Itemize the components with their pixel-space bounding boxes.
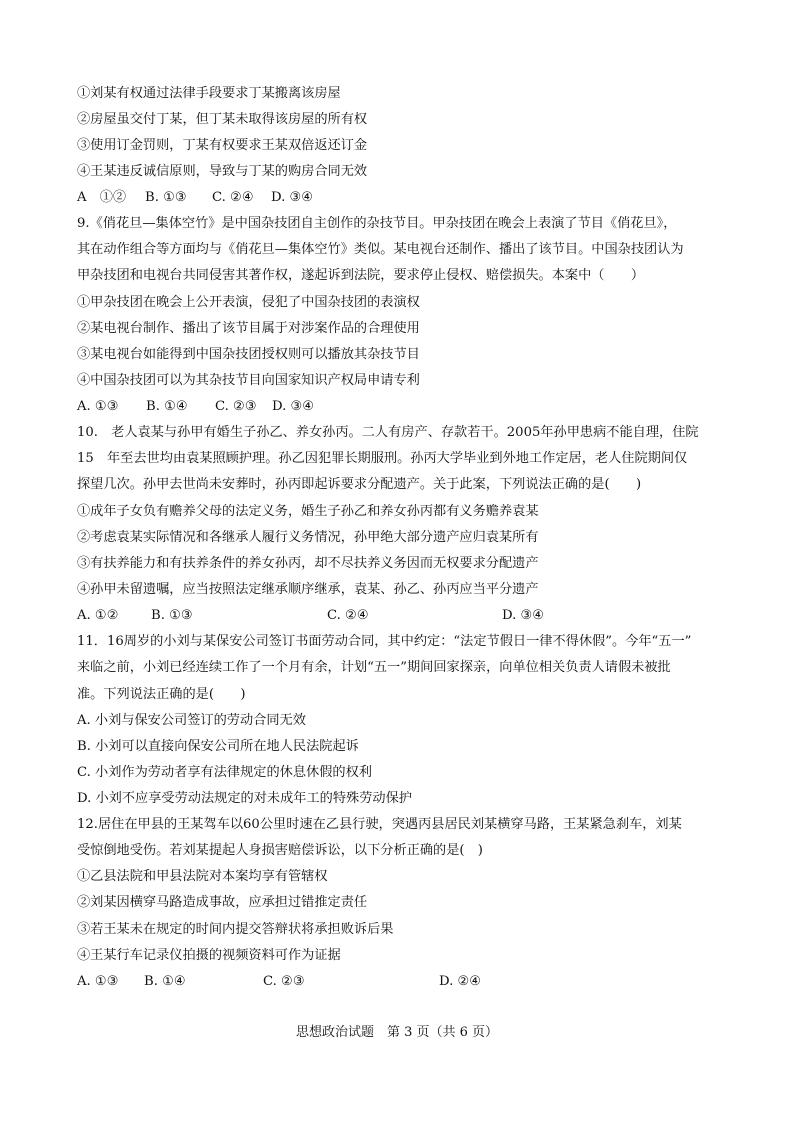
q9-option-a: A. ①③ — [77, 399, 119, 414]
q10-item-1: ①成年子女负有赡养父母的法定义务，婚生子孙乙和养女孙丙都有义务赡养袁某 — [77, 504, 539, 519]
q9-stem-line-1: 9.《俏花旦—集体空竹》是中国杂技团自主创作的杂技节目。甲杂技团在晚会上表演了节目《俏花旦》， — [77, 216, 677, 231]
q10-item-3: ③有扶养能力和有扶养条件的养女孙丙，却不尽扶养义务因而无权要求分配遗产 — [77, 556, 539, 571]
q12-stem-line-1: 12.居住在甲县的王某驾车以60公里时速在乙县行驶，突遇丙县居民刘某横穿马路，王某紧急刹车，刘某 — [77, 817, 682, 832]
q12-stem-line-2: 受惊倒地受伤。若刘某提起人身损害赔偿诉讼，以下分析正确的是( ) — [77, 843, 483, 858]
q8-item-1: ①刘某有权通过法律手段要求丁某搬离该房屋 — [77, 86, 341, 101]
q12-option-c: C. ②③ — [263, 974, 305, 989]
q9-option-c: C. ②③ — [215, 399, 257, 414]
q10-option-c: C. ②④ — [327, 608, 369, 623]
q8-item-4: ④王某违反诚信原则，导致与丁某的购房合同无效 — [77, 164, 368, 179]
q10-item-2: ②考虑袁某实际情况和各继承人履行义务情况，孙甲绝大部分遗产应归袁某所有 — [77, 530, 539, 545]
q12-item-3: ③若王某未在规定的时间内提交答辩状将承担败诉后果 — [77, 922, 394, 937]
q8-options — [77, 189, 734, 207]
q8-item-2: ②房屋虽交付丁某，但丁某未取得该房屋的所有权 — [77, 112, 368, 127]
q10-stem-line-3: 探望几次。孙甲去世尚未安葬时，孙丙即起诉要求分配遗产。关于此案，下列说法正确的是( ) — [77, 477, 642, 492]
q10-option-b: B. ①③ — [151, 608, 193, 623]
q9-item-4: ④中国杂技团可以为其杂技节目向国家知识产权局申请专利 — [77, 373, 420, 388]
q12-item-4: ④王某行车记录仪拍摄的视频资料可作为证据 — [77, 948, 341, 963]
q8-option-c: C. ②④ — [212, 190, 254, 205]
q9-stem-line-2: 其在动作组合等方面均与《俏花旦—集体空竹》类似。某电视台还制作、播出了该节目。中国杂技团认为 — [77, 242, 684, 257]
page-footer: 思想政治试题 第 3 页（共 6 页） — [295, 1025, 499, 1040]
q11-option-d: D. 小刘不应享受劳动法规定的对未成年工的特殊劳动保护 — [77, 791, 412, 806]
q9-item-3: ③某电视台如能得到中国杂技团授权则可以播放其杂技节目 — [77, 347, 420, 362]
q8-option-b: B. ①③ — [145, 190, 187, 205]
q10-option-d: D. ③④ — [502, 608, 545, 623]
q11-option-a: A. 小刘与保安公司签订的劳动合同无效 — [77, 713, 306, 728]
q12-option-d: D. ②④ — [439, 974, 482, 989]
q9-option-d: D. ③④ — [272, 399, 315, 414]
q8-option-a: A ①② — [77, 190, 127, 205]
q11-option-c: C. 小刘作为劳动者享有法律规定的休息休假的权利 — [77, 765, 372, 780]
q12-option-b: B. ①④ — [144, 974, 186, 989]
q11-option-b: B. 小刘可以直接向保安公司所在地人民法院起诉 — [77, 739, 359, 754]
q8-item-3: ③使用订金罚则，丁某有权要求王某双倍返还订金 — [77, 138, 368, 153]
q12-item-2: ②刘某因横穿马路造成事故，应承担过错推定责任 — [77, 895, 368, 910]
q10-stem-line-2: 15 年至去世均由袁某照顾护理。孙乙因犯罪长期服刑。孙丙大学毕业到外地工作定居，老人住院期间仅 — [77, 451, 688, 466]
q10-stem-line-1: 10. 老人袁某与孙甲有婚生子孙乙、养女孙丙。二人有房产、存款若干。2005年孙甲患病不能自理，住院 — [77, 425, 699, 440]
q9-item-2: ②某电视台制作、播出了该节目属于对涉案作品的合理使用 — [77, 321, 420, 336]
q11-stem-line-1: 11．16周岁的小刘与某保安公司签订书面劳动合同，其中约定：“法定节假日一律不得休假”。今年“五一” — [77, 634, 692, 649]
q9-item-1: ①甲杂技团在晚会上公开表演，侵犯了中国杂技团的表演权 — [77, 295, 420, 310]
q9-option-b: B. ①④ — [146, 399, 188, 414]
q9-stem-line-3: 甲杂技团和电视台共同侵害其著作权，遂起诉到法院，要求停止侵权、赔偿损失。本案中（ ） — [77, 268, 645, 283]
q9-options — [77, 398, 734, 416]
q12-item-1: ①乙县法院和甲县法院对本案均享有管辖权 — [77, 869, 328, 884]
q10-option-a: A. ①② — [77, 608, 119, 623]
q12-option-a: A. ①③ — [77, 974, 119, 989]
q11-stem-line-3: 准。下列说法正确的是( ) — [77, 687, 246, 702]
q12-options — [77, 973, 734, 991]
q11-stem-line-2: 来临之前，小刘已经连续工作了一个月有余，计划“五一”期间回家探亲，向单位相关负责人请假未被批 — [77, 660, 671, 675]
q10-options — [77, 607, 734, 625]
q8-option-d: D. ③④ — [271, 190, 314, 205]
q10-item-4: ④孙甲未留遗嘱，应当按照法定继承顺序继承，袁某、孙乙、孙丙应当平分遗产 — [77, 582, 539, 597]
